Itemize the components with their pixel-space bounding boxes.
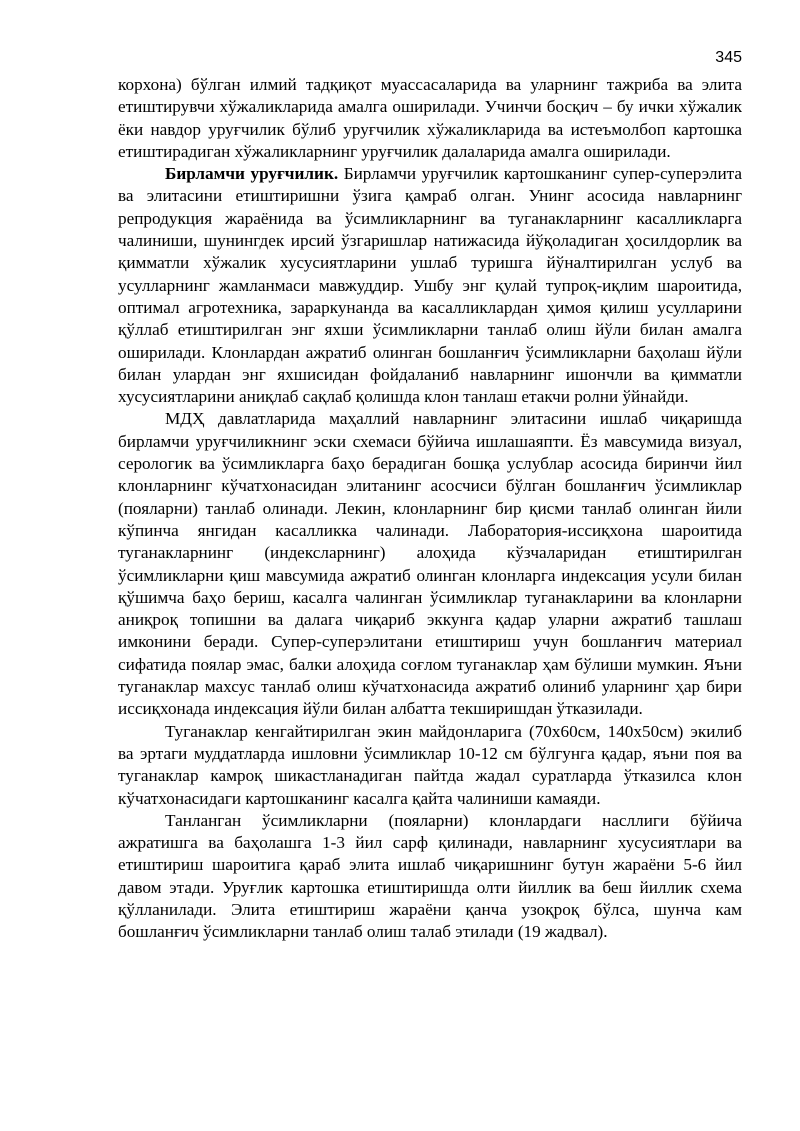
paragraph-text: МДҲ давлатларида маҳаллий навларнинг элитасини ишлаб чиқаришда бирламчи уруғчиликнинг эски схемаси бўйича ишлашаяпти. Ёз мавсумида визуал, серологик ва ўсимликларга баҳо берадиган бошқа услублар асосида биринчи йил клонларнинг кўчатхонасидан элитанинг асосчиси бўлган бошланғич ўсимликлар (пояларни) танлаб олинади. Лекин, клонларнинг бир қисми танлаб олинган йили кўпинча янгидан касалликка чалинади. Лаборатория-иссиқхона шароитида туганакларнинг (индексларнинг) алоҳида кўзчаларидан етиштирилган ўсимликларни қиш мавсумида ажратиб олинган клонларга индексация усули билан қўшимча баҳо бериш, касалга чалинган ўсимликлар туганакларини ва клонларни аниқроқ топишни ва далага чиқариб эккунга қадар уларни ажратиб ташлаш имконини беради. Супер-суперэлитани етиштириш учун бошланғич материал сифатида поялар эмас, балки алоҳида соғлом туганаклар ҳам бўлиши мумкин. Яъни туганаклар махсус танлаб олиш кўчатхонасида ажратиб олиниб уларнинг ҳар бири иссиқхонада индексация йўли билан албатта текширишдан ўтказилади. — [118, 409, 742, 719]
paragraph — [118, 408, 742, 720]
paragraph-heading: Бирламчи уруғчилик. — [165, 164, 339, 184]
paragraph-text: Бирламчи уруғчилик картошканинг супер-суперэлита ва элитасини етиштиришни ўзига қамраб олган. Унинг асосида навларнинг репродукция жараёнида ва ўсимликларнинг ва туганакларнинг касалликларга чалиниши, шунингдек ирсий ўзгаришлар натижасида йўқоладиган ҳосилдорлик ва қимматли хўжалик хусусиятларини ушлаб туришга йўналтирилган услуб ва усулларнинг жамланмаси мавжуддир. Ушбу энг қулай тупроқ-иқлим шароитида, оптимал агротехника, зараркунанда ва касалликлардан ҳимоя қилиш усулларини қўллаб етиштирилган энг яхши ўсимликларни танлаб олиш йўли билан амалга оширилади. Клонлардан ажратиб олинган бошланғич ўсимликларни баҳолаш йўли билан улардан энг яхшисидан фойдаланиб навларнинг ишончли ва қимматли хусусиятларини аниқлаб сақлаб қолишда клон танлаш етакчи ролни ўйнайди. — [118, 164, 742, 407]
paragraph-text: корхона) бўлган илмий тадқиқот муассасаларида ва уларнинг тажриба ва элита етиштирувчи хўжаликларида амалга оширилади. Учинчи босқич – бу ички хўжалик ёки навдор уруғчилик бўлиб уруғчилик хўжаликларида ва истеъмолбоп картошка етиштирадиган хўжаликларнинг уруғчилик далаларида амалга оширилади. — [118, 75, 742, 161]
paragraph-text: Танланган ўсимликларни (пояларни) клонлардаги насллиги бўйича ажратишга ва баҳолашга 1-3 йил сарф қилинади, навларнинг хусусиятлари ва етиштириш шароитига қараб элита ишлаб чиқаришнинг бутун жараёни 5-6 йил давом этади. Уруғлик картошка етиштиришда олти йиллик ва беш йиллик схема қўлланилади. Элита етиштириш жараёни қанча узоқроқ бўлса, шунча кам бошланғич ўсимликларни танлаб олиш талаб этилади (19 жадвал). — [118, 810, 742, 942]
paragraph — [118, 810, 742, 944]
page-number: 345 — [715, 49, 742, 66]
paragraph — [118, 74, 742, 163]
paragraph — [118, 163, 742, 408]
body-text — [118, 74, 742, 944]
paragraph — [118, 721, 742, 810]
paragraph-text: Туганаклар кенгайтирилган экин майдонларига (70х60см, 140х50см) экилиб ва эртаги муддатларда ишловни ўсимликлар 10-12 см бўлгунга қадар, яъни поя ва туганаклар камроқ шикастланадиган пайтда жадал суратларда ўтказилса клон кўчатхонасидаги картошканинг касалга қайта чалиниши камаяди. — [118, 721, 742, 808]
